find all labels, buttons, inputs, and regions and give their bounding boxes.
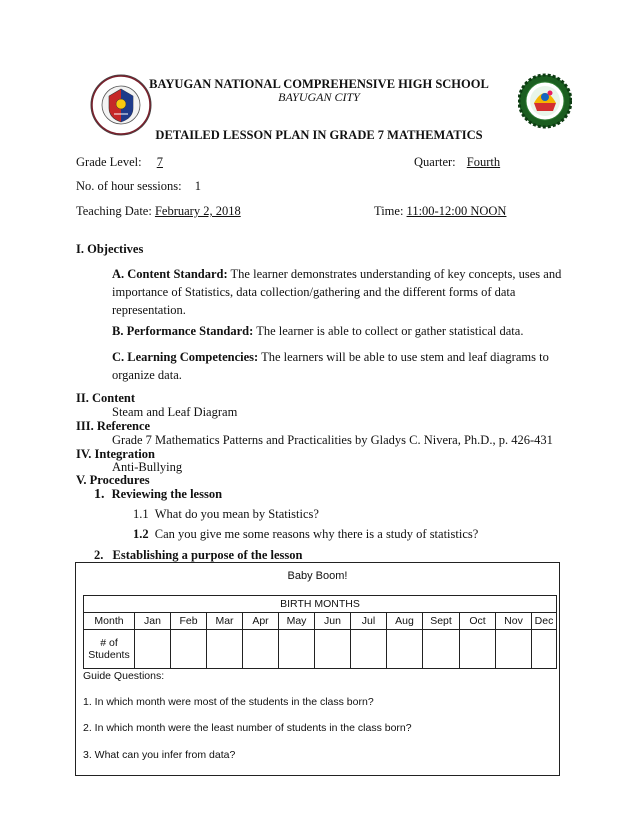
plan-title: DETAILED LESSON PLAN IN GRADE 7 MATHEMATICS (155, 128, 483, 142)
question-1-2 (133, 525, 478, 543)
step2-title: Establishing a purpose of the lesson (112, 548, 303, 562)
month-cell: Mar (207, 613, 243, 630)
step2-number: 2. (94, 548, 104, 562)
students-cell[interactable] (315, 630, 351, 669)
school-city: BAYUGAN CITY (278, 90, 360, 104)
month-cell: May (279, 613, 315, 630)
month-cell: Jun (315, 613, 351, 630)
students-header-line2: Students (88, 649, 130, 661)
guide-question-1: 1. In which month were most of the students in the class born? (83, 696, 374, 708)
time-label: Time: (374, 204, 404, 218)
time-value: 11:00-12:00 NOON (406, 204, 507, 218)
month-header: Month (84, 613, 135, 630)
students-cell[interactable] (423, 630, 460, 669)
performance-standard-text: The learner is able to collect or gather statistical data. (253, 324, 524, 338)
quarter-row (414, 153, 500, 171)
question-1-1 (133, 505, 319, 523)
students-cell[interactable] (351, 630, 387, 669)
time-row (374, 202, 506, 220)
procedures-heading: V. Procedures (76, 473, 150, 487)
content-standard-label: A. Content Standard: (112, 267, 228, 281)
activity-title: Baby Boom! (287, 570, 348, 582)
integration-heading: IV. Integration (76, 447, 155, 461)
students-cell[interactable] (279, 630, 315, 669)
question-1-1-text: What do you mean by Statistics? (154, 507, 319, 521)
hours-value: 1 (194, 179, 201, 193)
step1-heading (94, 485, 222, 504)
students-cell[interactable] (387, 630, 423, 669)
guide-question-3: 3. What can you infer from data? (83, 749, 236, 761)
month-cell: Jan (135, 613, 171, 630)
month-cell: Apr (243, 613, 279, 630)
performance-standard (112, 322, 562, 340)
content-standard-line2: importance of Statistics, data collection/gathering and the different forms of data (112, 285, 516, 299)
hours-label: No. of hour sessions: (76, 179, 182, 193)
month-cell: Jul (351, 613, 387, 630)
integration-text: Anti-Bullying (112, 460, 183, 474)
reference-heading: III. Reference (76, 419, 151, 433)
month-cell: Nov (496, 613, 532, 630)
students-header-line1: # of (100, 637, 118, 649)
question-1-2-number: 1.2 (133, 527, 149, 541)
content-heading: II. Content (76, 391, 136, 405)
grade-level-label: Grade Level: (76, 155, 142, 169)
students-cell[interactable] (243, 630, 279, 669)
students-cell[interactable] (496, 630, 532, 669)
reference-text: Grade 7 Mathematics Patterns and Practicalities by Gladys C. Nivera, Ph.D., p. 426-431 (112, 433, 553, 447)
month-cell: Aug (387, 613, 423, 630)
learning-competencies-line2: organize data. (112, 368, 182, 382)
school-name: BAYUGAN NATIONAL COMPREHENSIVE HIGH SCHOOL (149, 77, 489, 91)
students-cell[interactable] (171, 630, 207, 669)
step1-number: 1. (94, 487, 105, 502)
students-cell[interactable] (207, 630, 243, 669)
grade-level-value: 7 (156, 155, 163, 169)
grade-level-row (76, 153, 163, 171)
teaching-date-row (76, 202, 241, 220)
month-cell: Sept (423, 613, 460, 630)
question-1-2-text: Can you give me some reasons why there is a study of statistics? (154, 527, 479, 541)
quarter-label: Quarter: (414, 155, 456, 169)
learning-competencies-label: C. Learning Competencies: (112, 350, 259, 364)
learning-competencies (112, 348, 562, 384)
step1-title: Reviewing the lesson (111, 487, 223, 501)
performance-standard-label: B. Performance Standard: (112, 324, 254, 338)
birth-months-table (83, 595, 557, 669)
content-standard-line3: representation. (112, 303, 186, 317)
content-text: Steam and Leaf Diagram (112, 405, 238, 419)
month-cell: Dec (532, 613, 557, 630)
month-cell: Feb (171, 613, 207, 630)
quarter-value: Fourth (466, 155, 501, 169)
content-standard-line1: The learner demonstrates understanding of key concepts, uses and (227, 267, 562, 281)
hours-row (76, 177, 201, 195)
learning-competencies-line1: The learners will be able to use stem and leaf diagrams to (258, 350, 549, 364)
objectives-heading: I. Objectives (76, 242, 144, 256)
question-1-1-number: 1.1 (133, 507, 149, 521)
guide-question-2: 2. In which month were the least number of students in the class born? (83, 722, 412, 734)
students-cell[interactable] (532, 630, 557, 669)
teaching-date-value: February 2, 2018 (154, 204, 241, 218)
students-cell[interactable] (135, 630, 171, 669)
month-cell: Oct (460, 613, 496, 630)
table-caption: BIRTH MONTHS (84, 596, 557, 613)
guide-questions-heading: Guide Questions: (83, 670, 165, 682)
students-header (84, 630, 135, 669)
content-standard (112, 265, 562, 319)
students-cell[interactable] (460, 630, 496, 669)
teaching-date-label: Teaching Date: (76, 204, 152, 218)
